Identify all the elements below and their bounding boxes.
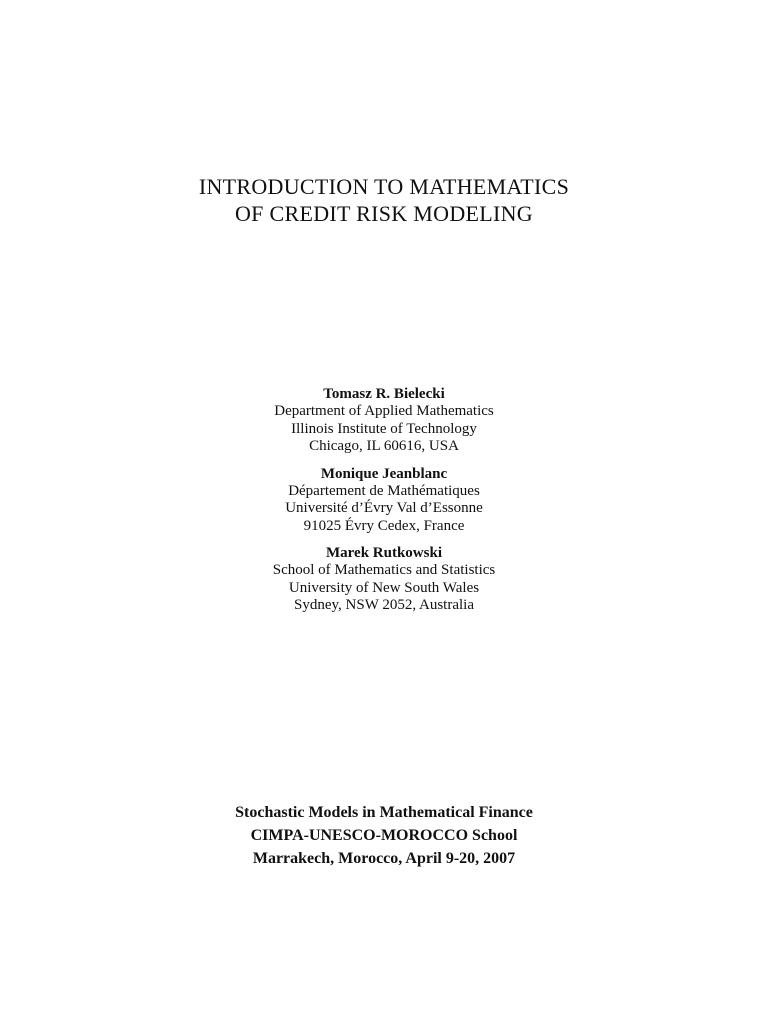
affiliation-institution: University of New South Wales — [288, 579, 480, 596]
author-list — [0, 385, 768, 624]
event-school-name: CIMPA-UNESCO-MOROCCO School — [250, 827, 518, 844]
author-block — [0, 465, 768, 536]
affiliation-address: 91025 Évry Cedex, France — [303, 517, 465, 534]
author-name: Tomasz R. Bielecki — [323, 386, 445, 402]
author-block — [0, 544, 768, 615]
affiliation-address: Sydney, NSW 2052, Australia — [294, 597, 474, 613]
affiliation-department: School of Mathematics and Statistics — [272, 562, 496, 578]
event-location-date: Marrakech, Morocco, April 9-20, 2007 — [252, 850, 516, 867]
author-block — [0, 385, 768, 456]
event-info — [0, 801, 768, 870]
author-name: Marek Rutkowski — [326, 545, 442, 561]
affiliation-institution: Illinois Institute of Technology — [291, 420, 477, 437]
affiliation-address: Chicago, IL 60616, USA — [309, 438, 459, 454]
event-course-title: Stochastic Models in Mathematical Finance — [235, 804, 533, 821]
title-line-2: OF CREDIT RISK MODELING — [234, 201, 533, 226]
document-title — [0, 173, 768, 227]
title-line-1: INTRODUCTION TO MATHEMATICS — [198, 174, 570, 199]
author-name: Monique Jeanblanc — [320, 465, 448, 482]
affiliation-department: Department of Applied Mathematics — [274, 403, 494, 419]
affiliation-institution: Université d’Évry Val d’Essonne — [285, 500, 483, 516]
affiliation-department: Département de Mathématiques — [288, 482, 480, 499]
